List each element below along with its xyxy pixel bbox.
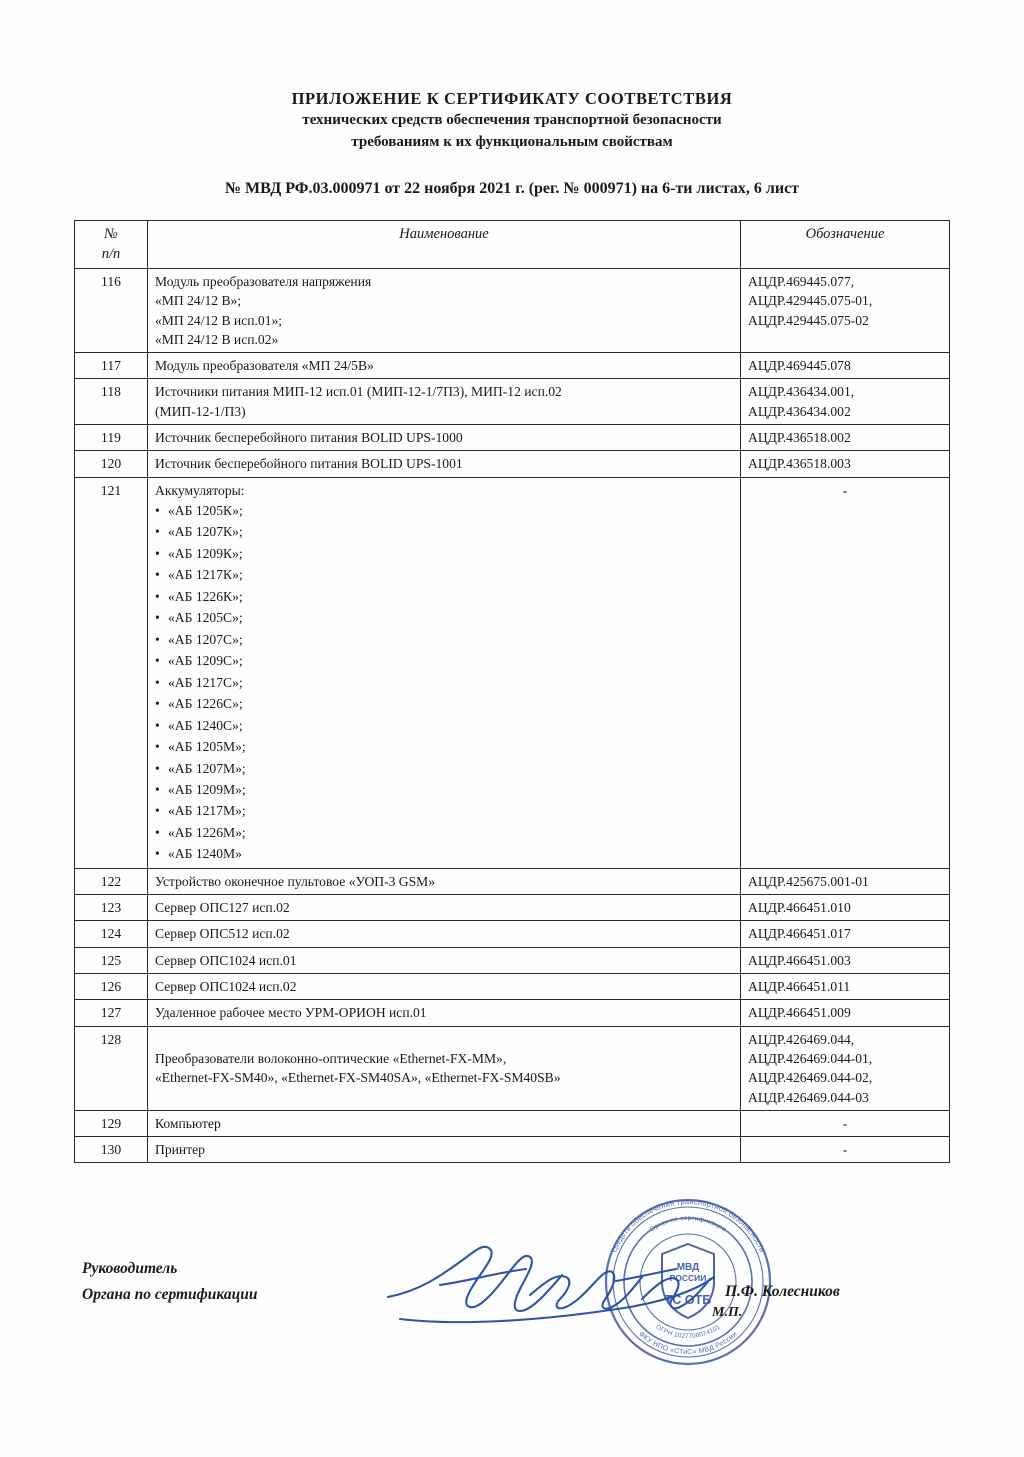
certificate-number-line: № МВД РФ.03.000971 от 22 ноября 2021 г. (рег. № 000971) на 6-ти листах, 6 лист: [224, 179, 800, 197]
row-number: 117: [75, 353, 148, 379]
list-item: • «АБ 1209М»;: [155, 779, 733, 800]
svg-text:МВД: МВД: [676, 1262, 700, 1273]
row-number: 128: [75, 1026, 148, 1110]
column-header-number-bottom: п/п: [101, 246, 121, 263]
row-designation: АЦДР.425675.001-01: [741, 868, 950, 894]
list-item: • «АБ 1240С»;: [155, 715, 733, 736]
row-designation-line: АЦДР.426469.044-01,: [748, 1050, 873, 1066]
row-designation-line: АЦДР.429445.075-02: [748, 312, 869, 328]
list-item: • «АБ 1207С»;: [155, 629, 733, 650]
row-name-line: Источники питания МИП-12 исп.01 (МИП-12-1/7П3), МИП-12 исп.02: [155, 384, 562, 400]
column-header-name: Наименование: [148, 220, 741, 268]
handwritten-signature: [380, 1225, 720, 1335]
row-number: 124: [75, 921, 148, 947]
column-header-number-top: №: [104, 225, 118, 242]
row-name-line: «Ethernet-FX-SM40», «Ethernet-FX-SM40SA», «Ethernet-FX-SM40SB»: [155, 1070, 561, 1086]
list-item: • «АБ 1207К»;: [155, 521, 733, 542]
row-name: Удаленное рабочее место УРМ-ОРИОН исп.01: [148, 1000, 741, 1026]
list-item: • «АБ 1217С»;: [155, 672, 733, 693]
row-name-line: Преобразователи волоконно-оптические «Ethernet-FX-MM»,: [155, 1050, 507, 1066]
table-row: [75, 895, 950, 921]
row-name-line: «МП 24/12 В исп.02»: [155, 331, 279, 347]
row-name: [148, 1026, 741, 1110]
svg-text:РОССИИ: РОССИИ: [669, 1273, 707, 1283]
list-item: • «АБ 1240М»: [155, 843, 733, 864]
row-designation: АЦДР.436518.003: [741, 451, 950, 477]
row-designation: АЦДР.466451.003: [741, 947, 950, 973]
list-item: • «АБ 1226М»;: [155, 822, 733, 843]
list-item: • «АБ 1226С»;: [155, 693, 733, 714]
row-name-title: Аккумуляторы:: [155, 482, 245, 498]
table-row: [75, 868, 950, 894]
table-row: [75, 379, 950, 425]
row-number: 121: [75, 477, 148, 868]
table-body: [75, 268, 950, 1163]
signer-role-line-2: Органа по сертификации: [82, 1286, 258, 1304]
svg-text:средств обеспечения транспортн: средств обеспечения транспортной безопасности: [609, 1196, 767, 1254]
document-title: ПРИЛОЖЕНИЕ К СЕРТИФИКАТУ СООТВЕТСТВИЯ: [291, 89, 733, 108]
row-designation-line: АЦДР.436434.001,: [748, 384, 855, 400]
row-number: 127: [75, 1000, 148, 1026]
table-row: [75, 974, 950, 1000]
row-name: Источник бесперебойного питания BOLID UPS-1000: [148, 425, 741, 451]
svg-text:Орган по сертификации: Орган по сертификации: [648, 1214, 728, 1234]
table-row: [75, 353, 950, 379]
battery-list: [155, 500, 733, 865]
document-subtitle-1: технических средств обеспечения транспортной безопасности: [302, 112, 722, 129]
mp-mark: М.П.: [712, 1305, 743, 1320]
row-designation: АЦДР.466451.009: [741, 1000, 950, 1026]
signature-block: [82, 1256, 257, 1309]
row-number: 119: [75, 425, 148, 451]
row-number: 120: [75, 451, 148, 477]
list-item: • «АБ 1226К»;: [155, 586, 733, 607]
row-name: Устройство оконечное пультовое «УОП-3 GSM»: [148, 868, 741, 894]
row-number: 130: [75, 1137, 148, 1163]
row-number: 129: [75, 1110, 148, 1136]
table-row: [75, 1137, 950, 1163]
row-name: Сервер ОПС1024 исп.01: [148, 947, 741, 973]
table-row: [75, 1000, 950, 1026]
row-name-line: (МИП-12-1/П3): [155, 403, 246, 419]
row-designation-line: АЦДР.429445.075-01,: [748, 293, 873, 309]
column-header-number: [75, 220, 148, 268]
row-number: 125: [75, 947, 148, 973]
list-item: • «АБ 1205М»;: [155, 736, 733, 757]
row-name: Сервер ОПС512 исп.02: [148, 921, 741, 947]
row-number: 118: [75, 379, 148, 425]
list-item: • «АБ 1217К»;: [155, 564, 733, 585]
row-designation: АЦДР.466451.011: [741, 974, 950, 1000]
row-name: Сервер ОПС1024 исп.02: [148, 974, 741, 1000]
column-header-designation: Обозначение: [741, 220, 950, 268]
row-name: Модуль преобразователя «МП 24/5В»: [148, 353, 741, 379]
row-designation: -: [741, 1110, 950, 1136]
row-designation: -: [741, 477, 950, 868]
table-row: [75, 477, 950, 868]
row-name: [148, 268, 741, 352]
svg-text:ТС ОТБ: ТС ОТБ: [664, 1293, 712, 1307]
document-subtitle-2: требованиям к их функциональным свойствам: [351, 134, 673, 151]
signer-name: П.Ф. Колесников: [725, 1283, 840, 1300]
table-row: [75, 268, 950, 352]
row-number: 126: [75, 974, 148, 1000]
row-number: 123: [75, 895, 148, 921]
table-row: [75, 1110, 950, 1136]
row-designation-line: АЦДР.426469.044-02,: [748, 1070, 873, 1086]
row-name-line: «МП 24/12 В исп.01»;: [155, 312, 283, 328]
row-designation: [741, 379, 950, 425]
row-name: Компьютер: [148, 1110, 741, 1136]
row-name: [148, 379, 741, 425]
table-header-row: [75, 220, 950, 268]
table-row: [75, 921, 950, 947]
table-row: [75, 1026, 950, 1110]
row-designation: АЦДР.466451.010: [741, 895, 950, 921]
row-number: 116: [75, 268, 148, 352]
row-designation: АЦДР.469445.078: [741, 353, 950, 379]
row-designation-line: АЦДР.436434.002: [748, 403, 851, 419]
list-item: • «АБ 1209К»;: [155, 543, 733, 564]
row-designation: -: [741, 1137, 950, 1163]
row-designation-line: АЦДР.469445.077,: [748, 273, 855, 289]
list-item: • «АБ 1205К»;: [155, 500, 733, 521]
row-designation-line: АЦДР.426469.044-03: [748, 1089, 869, 1105]
list-item: • «АБ 1209С»;: [155, 650, 733, 671]
row-number: 122: [75, 868, 148, 894]
row-designation: АЦДР.466451.017: [741, 921, 950, 947]
official-stamp: [588, 1182, 788, 1382]
table-row: [75, 451, 950, 477]
row-designation: [741, 268, 950, 352]
list-item: • «АБ 1217М»;: [155, 800, 733, 821]
row-name: [148, 477, 741, 868]
svg-text:ФКУ НПО «СТиС» МВД России: ФКУ НПО «СТиС» МВД России: [637, 1330, 739, 1357]
signer-role-line-1: Руководитель: [82, 1260, 178, 1277]
row-designation: АЦДР.436518.002: [741, 425, 950, 451]
row-name-line: Модуль преобразователя напряжения: [155, 273, 372, 289]
list-item: • «АБ 1207М»;: [155, 758, 733, 779]
table-row: [75, 947, 950, 973]
row-name: Источник бесперебойного питания BOLID UPS-1001: [148, 451, 741, 477]
row-name: Принтер: [148, 1137, 741, 1163]
list-item: • «АБ 1205С»;: [155, 607, 733, 628]
table-row: [75, 425, 950, 451]
document-header: [0, 88, 1024, 154]
row-name-line: «МП 24/12 В»;: [155, 293, 242, 309]
equipment-table: [74, 220, 950, 1164]
svg-text:ОГРН 1027700074101: ОГРН 1027700074101: [654, 1323, 722, 1341]
row-designation-line: АЦДР.426469.044,: [748, 1031, 855, 1047]
row-designation: [741, 1026, 950, 1110]
row-name: Сервер ОПС127 исп.02: [148, 895, 741, 921]
